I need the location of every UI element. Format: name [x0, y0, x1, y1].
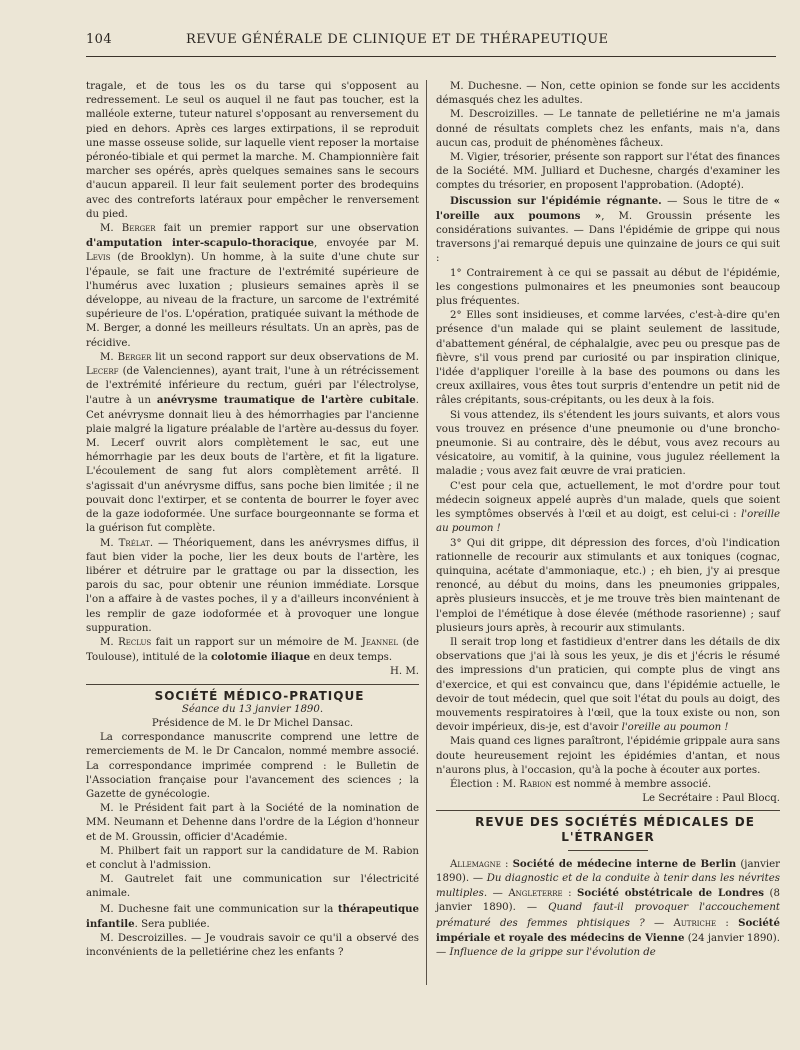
section-title: SOCIÉTÉ MÉDICO-PRATIQUE — [154, 688, 365, 703]
seance-date: Séance du 13 janvier 1890. — [181, 703, 324, 715]
paragraph: Élection : M. Rabion est nommé à membre associé. — [450, 778, 712, 790]
paragraph: Il serait trop long et fastidieux d'entrer dans les détails de dix observations que j'ai là sous les yeux, je dis et j'écris le résumé des impressions d'un praticien, qui compte plus de vingt ans d'exercice, et qui est convaincu que, dans l'épidémie actuelle, le devoir de tout médecin, quel que soit l'état du pouls au doigt, des mouvements respiratoires à l'œil, que la toux existe ou non, son devoir impérieux, dis-je, est d'avoir l'oreille au poumon ! — [436, 636, 780, 734]
header-rule — [86, 56, 776, 57]
paragraph: M. le Président fait part à la Société de la nomination de MM. Neumann et Dehenne dans l'ordre de la Légion d'honneur et de M. Groussin, officier d'Académie. — [86, 803, 419, 843]
presidence: Présidence de M. le Dr Michel Dansac. — [151, 717, 354, 729]
column-separator — [426, 80, 427, 985]
paragraph: 1° Contrairement à ce qui se passait au début de l'épidémie, les congestions pulmonaires et les pneumonies sont beaucoup plus fréquentes. — [436, 267, 780, 308]
paragraph: Si vous attendez, ils s'étendent les jours suivants, et alors vous vous trouvez en présence d'une pneumonie ou d'une broncho-pneumonie. Si au contraire, dès le début, vous avez recours au vésicatoire, au vomitif, à la quinine, vous jugulez réellement la maladie ; vous avez fait œuvre de vrai praticien. — [436, 409, 780, 478]
running-title: REVUE GÉNÉRALE DE CLINIQUE ET DE THÉRAPEUTIQUE — [186, 32, 609, 47]
signature: H. M. — [389, 666, 419, 678]
right-column — [436, 80, 780, 960]
paragraph: M. Duchesne fait une communication sur la thérapeutique infantile. Sera publiée. — [86, 902, 419, 930]
paragraph: Allemagne : Société de médecine interne de Berlin (janvier 1890). — Du diagnostic et de la conduite à tenir dans les névrites multiples. — Angleterre : Société obstétricale de Londres (8 janvier 1890). — Quand faut-il provoquer l'accouchement prématuré des femmes phtisiques ? — Autriche : Société impériale et royale des médecins de Vienne (24 janvier 1890). — Influence de la grippe sur l'évolution de — [436, 857, 781, 958]
paragraph: M. Reclus fait un rapport sur un mémoire de M. Jeannel (de Toulouse), intitulé de la colotomie iliaque en deux temps. — [86, 636, 419, 664]
section-rule — [436, 810, 780, 811]
paragraph: tragale, et de tous les os du tarse qui s'opposent au redressement. Le seul os auquel il ne faut pas toucher, est la malléole externe, tuteur naturel s'opposant au renversement du pied en dehors. Après ces larges extirpations, il se reproduit une masse osseuse solide, sur laquelle vient reposer la mortaise péronéo-tibiale et qui permet la marche. M. Championnière fait marcher ses opérés, après quelques semaines sans le secours d'aucun appareil. Il leur fait seulement porter des brodequins avec des contreforts latéraux pour empêcher le renversement du pied. — [86, 81, 419, 220]
section-rule — [86, 684, 419, 685]
paragraph: C'est pour cela que, actuellement, le mot d'ordre pour tout médecin soigneux appelé auprès d'un malade, quels que soient les symptômes observés à l'œil et au doigt, est celui-ci : l'oreille au poumon ! — [436, 480, 780, 535]
paragraph: M. Descroizilles. — Je voudrais savoir ce qu'il a observé des inconvénients de la pelletiérine chez les enfants ? — [86, 932, 419, 959]
page-header — [86, 30, 776, 52]
paragraph: 2° Elles sont insidieuses, et comme larvées, c'est-à-dire qu'en présence d'un malade qui se plaint seulement de lassitude, d'abattement général, de céphalalgie, avec peu ou presque pas de fièvre, s'il vous prend par curiosité ou par inspiration clinique, l'idée d'appliquer l'oreille à la base des poumons ou dans les creux axillaires, vous êtes tout surpris d'entendre un petit nid de râles crépitants, sous-crépitants, ou les deux à la fois. — [436, 310, 780, 407]
page-number: 104 — [86, 32, 113, 47]
signature: Le Secrétaire : Paul Blocq. — [642, 793, 780, 805]
left-column — [86, 80, 419, 960]
section-title: REVUE DES SOCIÉTÉS MÉDICALES DE L'ÉTRANGER — [475, 815, 755, 844]
paragraph: M. Gautrelet fait une communication sur l'électricité animale. — [86, 874, 419, 900]
paragraph: Discussion sur l'épidémie régnante. — Sous le titre de « l'oreille aux poumons », M. Groussin présente les considérations suivantes. — Dans l'épidémie de grippe qui nous traversons j'ai remarqué depuis une quinzaine de jours ce qui suit : — [436, 194, 781, 265]
paragraph: M. Berger lit un second rapport sur deux observations de M. Lecerf (de Valenciennes), ayant trait, l'une à un rétrécissement de l'extrémité inférieure du rectum, guéri par l'électrolyse, l'autre à un anévrysme traumatique de l'artère cubitale. Cet anévrysme donnait lieu à des hémorrhagies par l'ancienne plaie malgré la ligature préalable de l'artère au-dessus du foyer. M. Lecerf ouvrit alors complètement le sac, eut une hémorrhagie par les deux bouts de l'artère, et fit la ligature. L'écoulement de sang fut alors complètement arrêté. Il s'agissait d'un anévrysme diffus, sans poche bien limitée ; il ne pouvait donc l'extirper, et se contenta de bourrer le foyer avec de la gaze iodoformée. Une surface bourgeonnante se forma et la guérison fut complète. — [86, 351, 419, 535]
paragraph: M. Descroizilles. — Le tannate de pelletiérine ne m'a jamais donné de résultats complets chez les enfants, mais n'a, dans aucun cas, produit de phénomènes fâcheux. — [436, 109, 780, 149]
paragraph: M. Trélat. — Théoriquement, dans les anévrysmes diffus, il faut bien vider la poche, lier les deux bouts de l'artère, les libérer et détruire par le grattage ou par la dissection, les parois du sac, pour obtenir une réunion immédiate. Lorsque l'on a affaire à de vastes poches, il y a d'ailleurs inconvénient à les remplir de gaze iodoformée et à provoquer une longue suppuration. — [86, 537, 419, 634]
paragraph: 3° Qui dit grippe, dit dépression des forces, d'où l'indication rationnelle de recourir aux stimulants et aux toniques (cognac, quinquina, acétate d'ammoniaque, etc.) ; eh bien, j'y ai presque renoncé, au début du moins, dans les pneumonies grippales, après plusieurs insuccès, et je me trouve très bien maintenant de l'emploi de l'émétique à dose élevée (méthode rasorienne) ; sauf plusieurs jours après, à recourir aux stimulants. — [436, 537, 780, 634]
paragraph: La correspondance manuscrite comprend une lettre de remerciements de M. le Dr Cancalon, nommé membre associé. La correspondance imprimée comprend : le Bulletin de l'Association française pour l'avancement des sciences ; la Gazette de gynécologie. — [86, 732, 419, 800]
paragraph: Mais quand ces lignes paraîtront, l'épidémie grippale aura sans doute heureusement rejoint les épidémies d'antan, et nous n'aurons plus, à l'occasion, qu'à la poche à écouter aux portes. — [436, 736, 780, 776]
paragraph: M. Vigier, trésorier, présente son rapport sur l'état des finances de la Société. MM. Julliard et Duchesne, chargés d'examiner les comptes du trésorier, en proposent l'approbation. (Adopté). — [436, 152, 780, 192]
paragraph: M. Philbert fait un rapport sur la candidature de M. Rabion et conclut à l'admission. — [86, 845, 419, 871]
short-rule — [568, 850, 648, 851]
paragraph: M. Duchesne. — Non, cette opinion se fonde sur les accidents démasqués chez les adultes. — [436, 81, 780, 107]
paragraph: M. Berger fait un premier rapport sur une observation d'amputation inter-scapulo-thoracique, envoyée par M. Levis (de Brooklyn). Un homme, à la suite d'une chute sur l'épaule, se fait une fracture de l'extrémité supérieure de l'humérus avec luxation ; plusieurs semaines après il se développe, au niveau de la fracture, un sarcome de l'extrémité supérieure de l'os. L'opération, pratiquée suivant la méthode de M. Berger, a donné les meilleurs résultats. Un an après, pas de récidive. — [86, 223, 419, 349]
